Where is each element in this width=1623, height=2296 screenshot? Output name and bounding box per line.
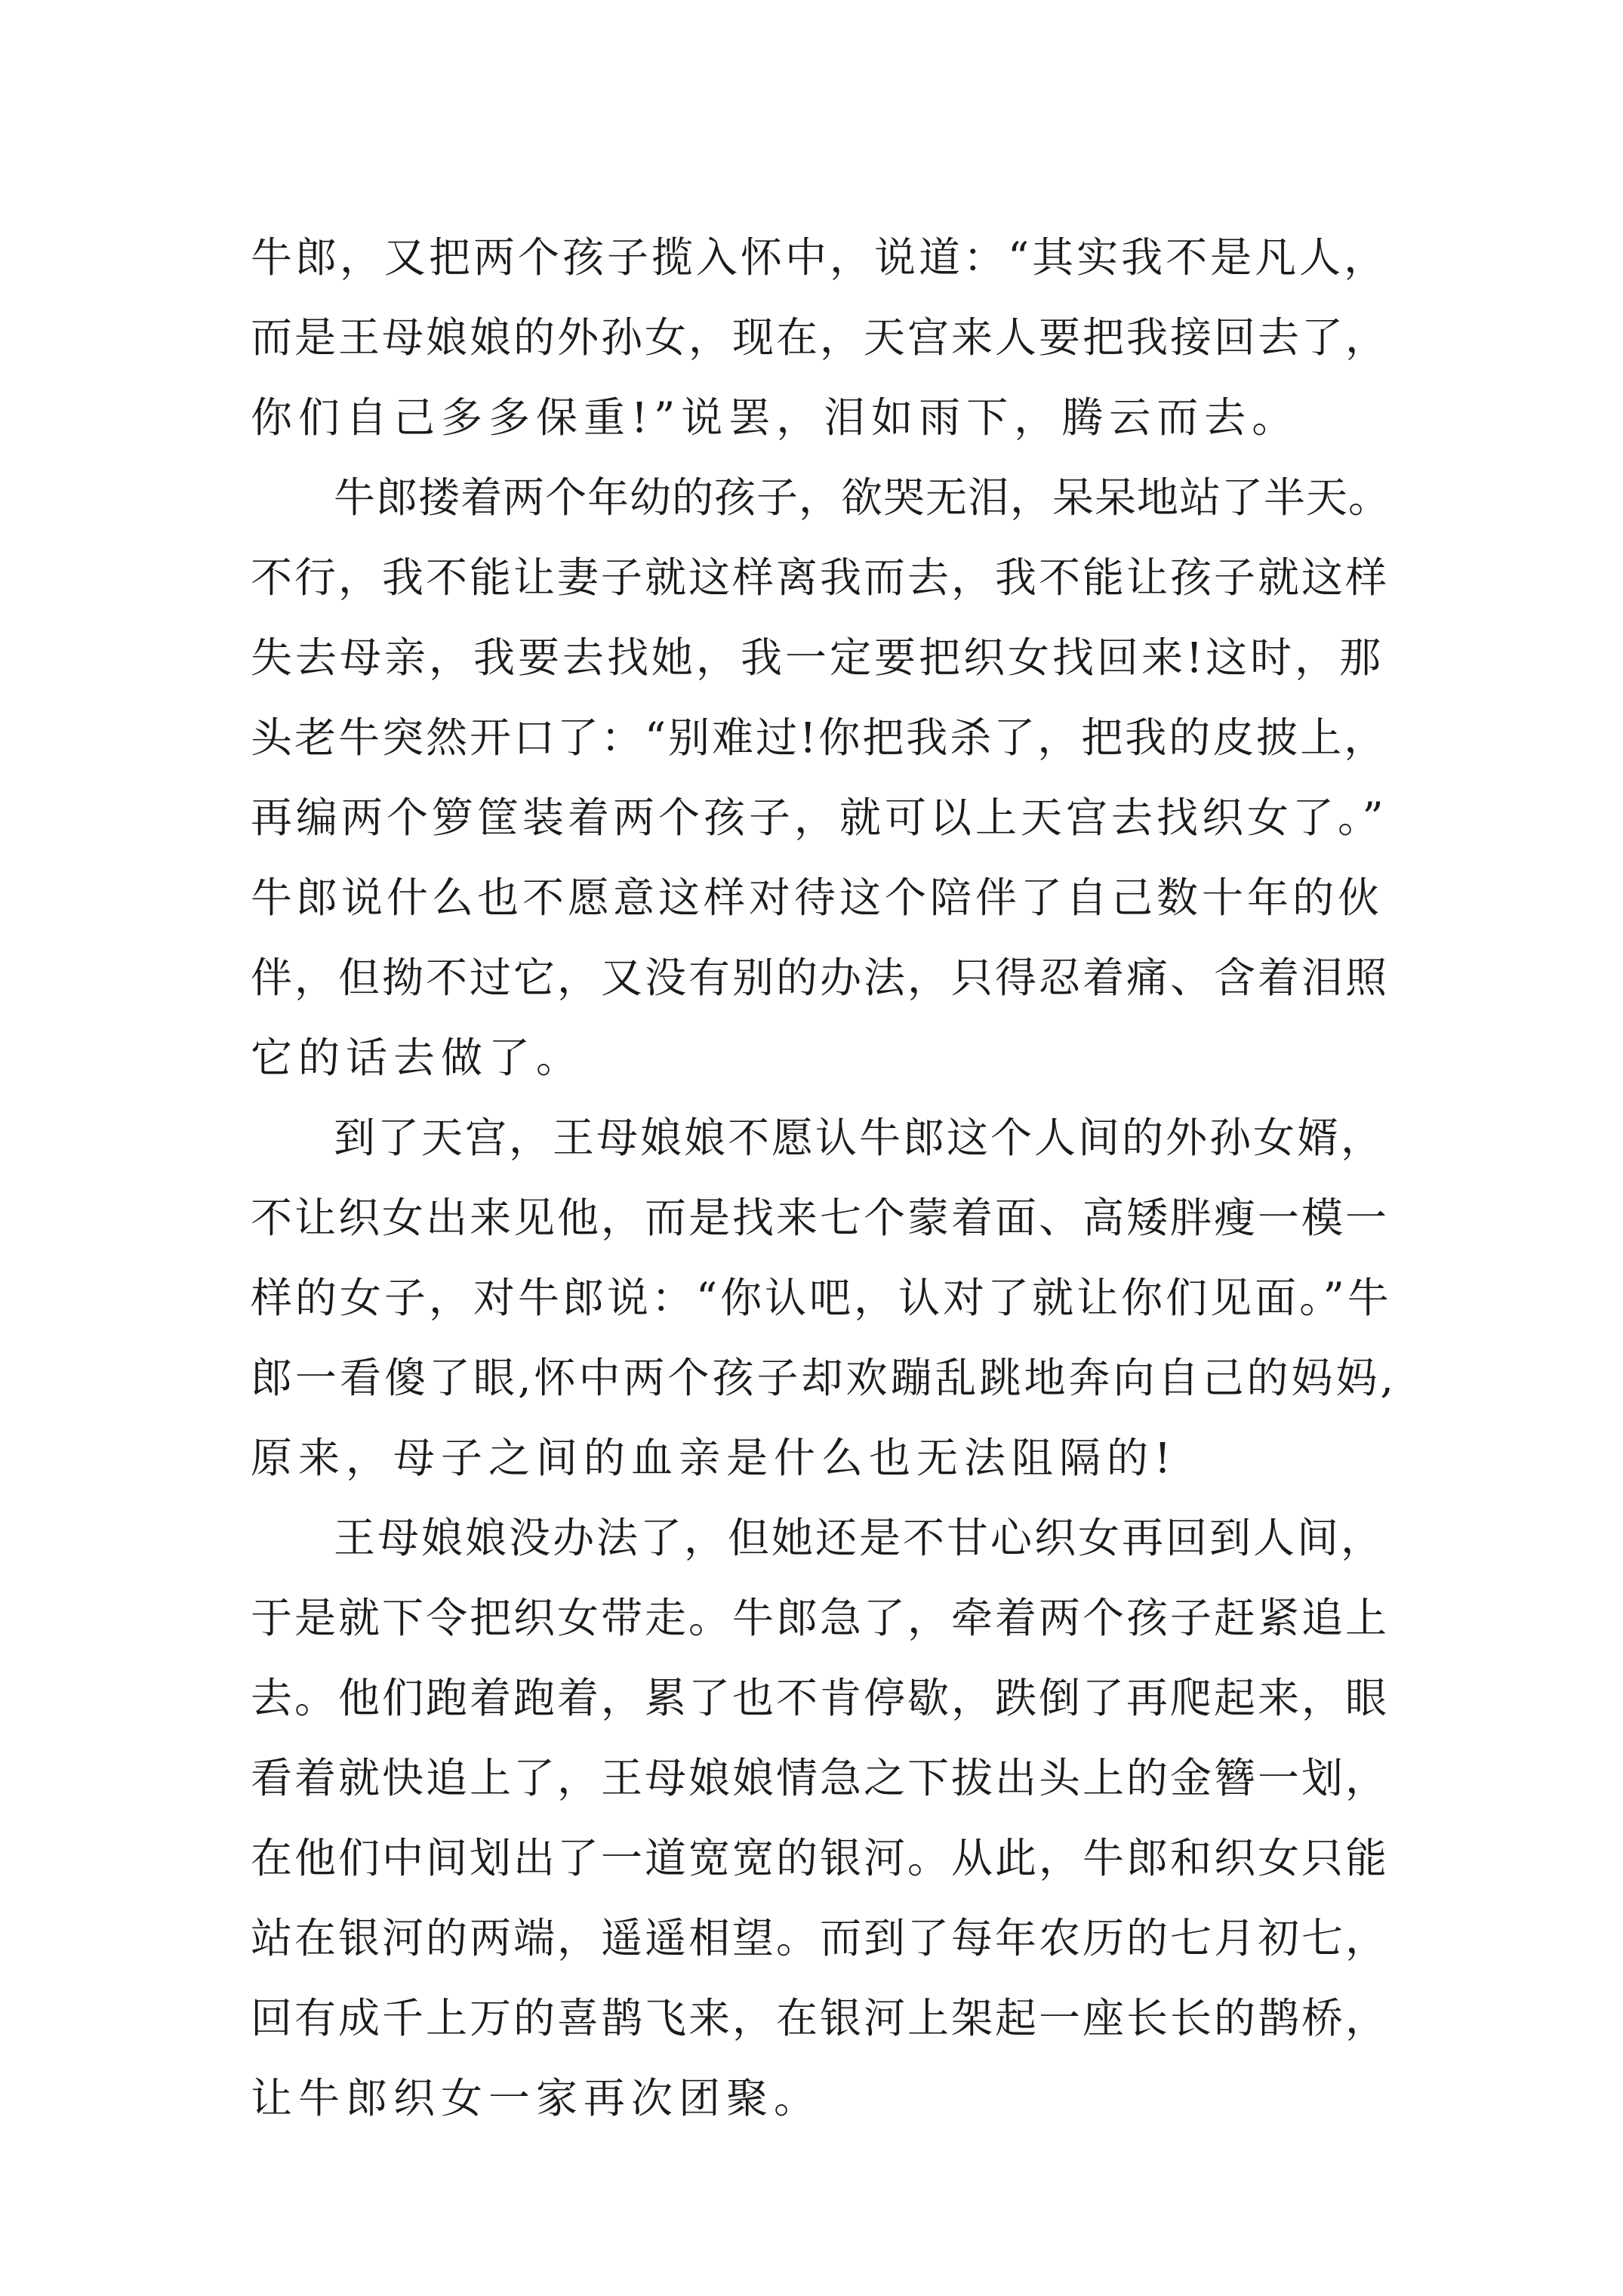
text-line: 看着就快追上了，王母娘娘情急之下拔出头上的金簪一划， — [251, 1754, 1390, 1802]
text-line: 头老牛突然开口了：“别难过!你把我杀了，把我的皮披上， — [251, 713, 1388, 762]
text-line: 它的话去做了。 — [251, 1034, 584, 1082]
paragraph-4 — [251, 1498, 1398, 2138]
text-line: 不让织女出来见他，而是找来七个蒙着面、高矮胖瘦一模一 — [251, 1194, 1390, 1242]
text-line: 失去母亲，我要去找她，我一定要把织女找回来!这时，那 — [251, 633, 1384, 682]
text-line: 牛郎说什么也不愿意这样对待这个陪伴了自己数十年的伙 — [251, 874, 1384, 922]
text-line: 伴，但拗不过它，又没有别的办法，只得忍着痛、含着泪照 — [251, 954, 1390, 1002]
paragraph-2 — [251, 458, 1398, 1098]
text-line: 郎一看傻了眼,怀中两个孩子却欢蹦乱跳地奔向自己的妈妈, — [251, 1354, 1397, 1402]
paragraph-1 — [251, 217, 1398, 458]
paragraph-3 — [251, 1098, 1398, 1498]
text-line: 站在银河的两端，遥遥相望。而到了每年农历的七月初七， — [251, 1914, 1390, 1962]
text-line: 原来，母子之间的血亲是什么也无法阻隔的! — [251, 1434, 1178, 1482]
text-line: 再编两个箩筐装着两个孩子，就可以上天宫去找织女了。” — [251, 794, 1387, 842]
text-line: 牛郎，又把两个孩子揽入怀中，说道：“其实我不是凡人， — [251, 233, 1389, 282]
text-line: 你们自己多多保重!”说罢，泪如雨下，腾云而去。 — [251, 393, 1300, 442]
text-line: 到了天宫，王母娘娘不愿认牛郎这个人间的外孙女婿， — [334, 1114, 1385, 1162]
text-line: 让牛郎织女一家再次团聚。 — [251, 2074, 822, 2122]
text-line: 在他们中间划出了一道宽宽的银河。从此，牛郎和织女只能 — [251, 1834, 1390, 1882]
text-line: 不行，我不能让妻子就这样离我而去，我不能让孩子就这样 — [251, 553, 1390, 602]
text-line: 牛郎搂着两个年幼的孩子，欲哭无泪，呆呆地站了半天。 — [334, 473, 1391, 522]
text-line: 去。他们跑着跑着，累了也不肯停歇，跌倒了再爬起来，眼 — [251, 1674, 1390, 1722]
text-line: 而是王母娘娘的外孙女，现在，天宫来人要把我接回去了， — [251, 313, 1390, 362]
text-line: 回有成千上万的喜鹊飞来，在银河上架起一座长长的鹊桥， — [251, 1994, 1390, 2042]
text-line: 于是就下令把织女带走。牛郎急了，牵着两个孩子赶紧追上 — [251, 1594, 1390, 1642]
text-line: 样的女子，对牛郎说：“你认吧，认对了就让你们见面。”牛 — [251, 1274, 1392, 1322]
text-line: 王母娘娘没办法了，但她还是不甘心织女再回到人间， — [334, 1514, 1385, 1562]
story-text — [251, 217, 1398, 2138]
